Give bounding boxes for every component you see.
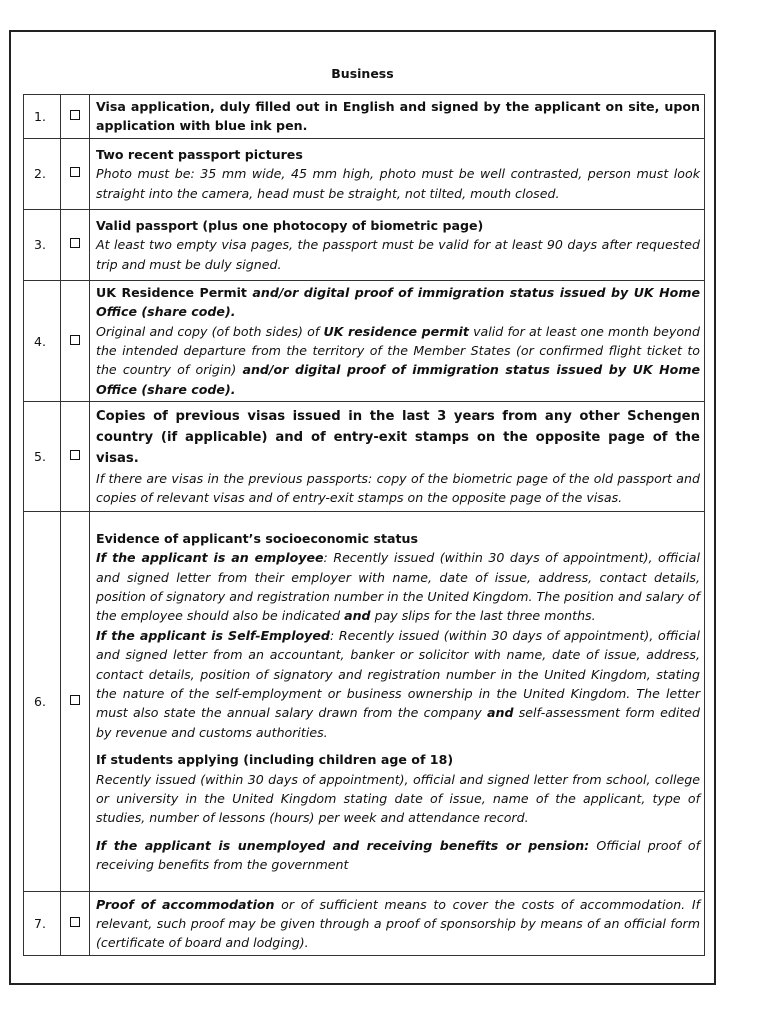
table-row (24, 280, 705, 401)
row-number: 5. (24, 402, 61, 512)
requirement-cell: Copies of previous visas issued in the last 3 years from any other Schengen country (if applicable) and of entry-exit stamps on the opposite page of the visas. If there are visas in the previous passports: copy of the biometric page of the old passport and copies of relevant visas and of entry-exit stamps on the opposite page of the visas. (90, 402, 705, 512)
checkbox[interactable] (61, 892, 90, 956)
row-number: 6. (24, 512, 61, 892)
requirements-table (23, 94, 705, 956)
row-number: 3. (24, 209, 61, 280)
row-number: 7. (24, 892, 61, 956)
checkbox-icon (70, 335, 80, 345)
requirement-cell: Proof of accommodation or of sufficient means to cover the costs of accommodation. If relevant, such proof may be given through a proof of sponsorship by means of an official form (certificate of board and lodging). (90, 892, 705, 956)
requirement-cell: Evidence of applicant’s socioeconomic status If the applicant is an employee: Recently issued (within 30 days of appointment), official and signed letter from their employer with name, date of issue, address, contact details, position of signatory and registration number in the United Kingdom. The position and salary of the employee should also be indicated and pay slips for the last three months. If the applicant is Self-Employed: Recently issued (within 30 days of appointment), official and signed letter from an accountant, banker or solicitor with name, date of issue, address, contact details, position of signatory and registration number in the United Kingdom, stating the nature of the self-employment or business ownership in the United Kingdom. The letter must also state the annual salary drawn from the company and self-assessment form edited by revenue and customs authorities. If students applying (including children age of 18) Recently issued (within 30 days of appointment), official and signed letter from school, college or university in the United Kingdom stating date of issue, name of the applicant, type of studies, number of lessons (hours) per week and attendance record. If the applicant is unemployed and receiving benefits or pension: Official proof of receiving benefits from the government (90, 512, 705, 892)
row-number: 4. (24, 280, 61, 401)
checkbox[interactable] (61, 512, 90, 892)
table-row (24, 512, 705, 892)
requirement-cell: UK Residence Permit and/or digital proof of immigration status issued by UK Home Office (share code). Original and copy (of both sides) of UK residence permit valid for at least one month beyond the intended departure from the territory of the Member States (or confirmed flight ticket to the country of origin) and/or digital proof of immigration status issued by UK Home Office (share code). (90, 280, 705, 401)
checkbox-icon (70, 110, 80, 120)
row-number: 2. (24, 138, 61, 209)
checkbox-icon (70, 695, 80, 705)
checkbox[interactable] (61, 138, 90, 209)
table-row (24, 892, 705, 956)
checkbox[interactable] (61, 280, 90, 401)
checkbox-icon (70, 167, 80, 177)
requirement-cell: Valid passport (plus one photocopy of biometric page) At least two empty visa pages, the passport must be valid for at least 90 days after requested trip and must be duly signed. (90, 209, 705, 280)
table-row (24, 209, 705, 280)
checkbox-icon (70, 917, 80, 927)
checkbox[interactable] (61, 402, 90, 512)
table-row (24, 138, 705, 209)
page-title: Business (331, 66, 394, 81)
table-row (24, 95, 705, 139)
row-number: 1. (24, 95, 61, 139)
checkbox-icon (70, 450, 80, 460)
checkbox[interactable] (61, 209, 90, 280)
table-row (24, 402, 705, 512)
requirement-cell: Visa application, duly filled out in English and signed by the applicant on site, upon application with blue ink pen. (90, 95, 705, 139)
requirement-cell: Two recent passport pictures Photo must be: 35 mm wide, 45 mm high, photo must be well contrasted, person must look straight into the camera, head must be straight, not tilted, mouth closed. (90, 138, 705, 209)
checkbox-icon (70, 238, 80, 248)
checkbox[interactable] (61, 95, 90, 139)
